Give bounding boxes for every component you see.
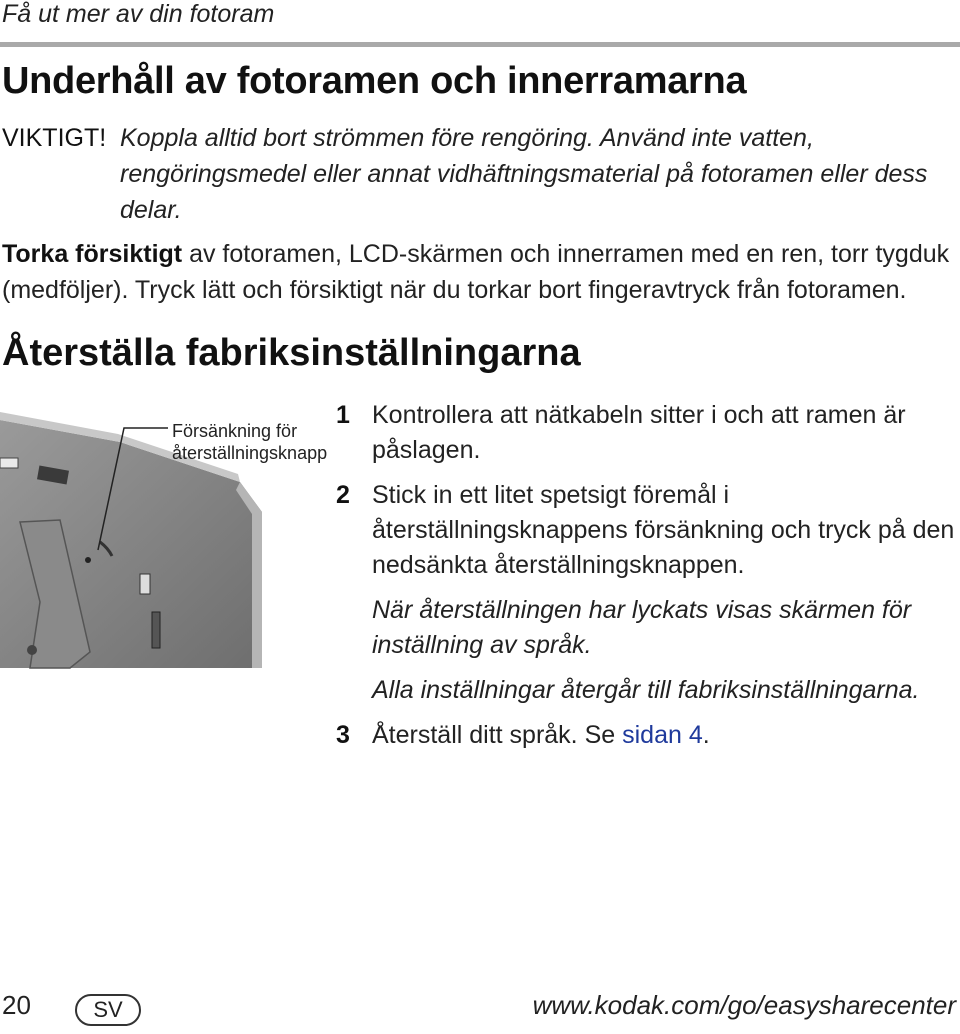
result-note-1: När återställningen har lyckats visas skärmen för inställning av språk.: [372, 596, 912, 659]
language-badge: SV: [75, 994, 141, 1026]
result-note-2: Alla inställningar återgår till fabriksinställningarna.: [372, 676, 920, 704]
step-text: Kontrollera att nätkabeln sitter i och att ramen är påslagen.: [372, 401, 906, 464]
step-2: [336, 478, 958, 583]
header-rule: [0, 42, 960, 47]
reset-steps: [336, 398, 958, 763]
step-number: 1: [336, 401, 350, 429]
section-heading-reset: Återställa fabriksinställningarna: [2, 332, 581, 374]
cleaning-bold-lead: Torka försiktigt: [2, 240, 183, 268]
step-1: [336, 398, 958, 468]
important-notice: [2, 120, 952, 228]
running-header: Få ut mer av din fotoram: [2, 0, 275, 28]
step-number: 2: [336, 481, 350, 509]
footer-url: www.kodak.com/go/easysharecenter: [532, 990, 956, 1020]
page-link[interactable]: sidan 4: [622, 721, 703, 749]
important-label: VIKTIGT!: [2, 124, 107, 152]
page-number: 20: [2, 990, 31, 1020]
step-text-end: .: [702, 721, 710, 749]
section-heading-maintenance: Underhåll av fotoramen och innerramarna: [2, 60, 747, 102]
step-3: [336, 718, 958, 753]
step-number: 3: [336, 721, 350, 749]
step-text: Stick in ett litet spetsigt föremål i återställningsknappens försänkning och tryck på den nedsänkta återställningsknappen.: [372, 481, 955, 579]
reset-recess-callout: [172, 420, 327, 464]
cleaning-text: av fotoramen, LCD-skärmen och innerramen med en ren, torr tygduk (medföljer). Tryck lätt och försiktigt när du torkar bort fingeravtryck från fotoramen.: [2, 240, 950, 304]
cleaning-paragraph: [2, 236, 957, 308]
important-text: Koppla alltid bort strömmen före rengöring. Använd inte vatten, rengöringsmedel eller annat vidhäftningsmaterial på fotoramen eller dess delar.: [120, 124, 928, 224]
step-text: Återställ ditt språk. Se: [372, 721, 623, 749]
callout-line-2: återställningsknapp: [172, 443, 328, 463]
callout-line-1: Försänkning för: [172, 421, 298, 441]
